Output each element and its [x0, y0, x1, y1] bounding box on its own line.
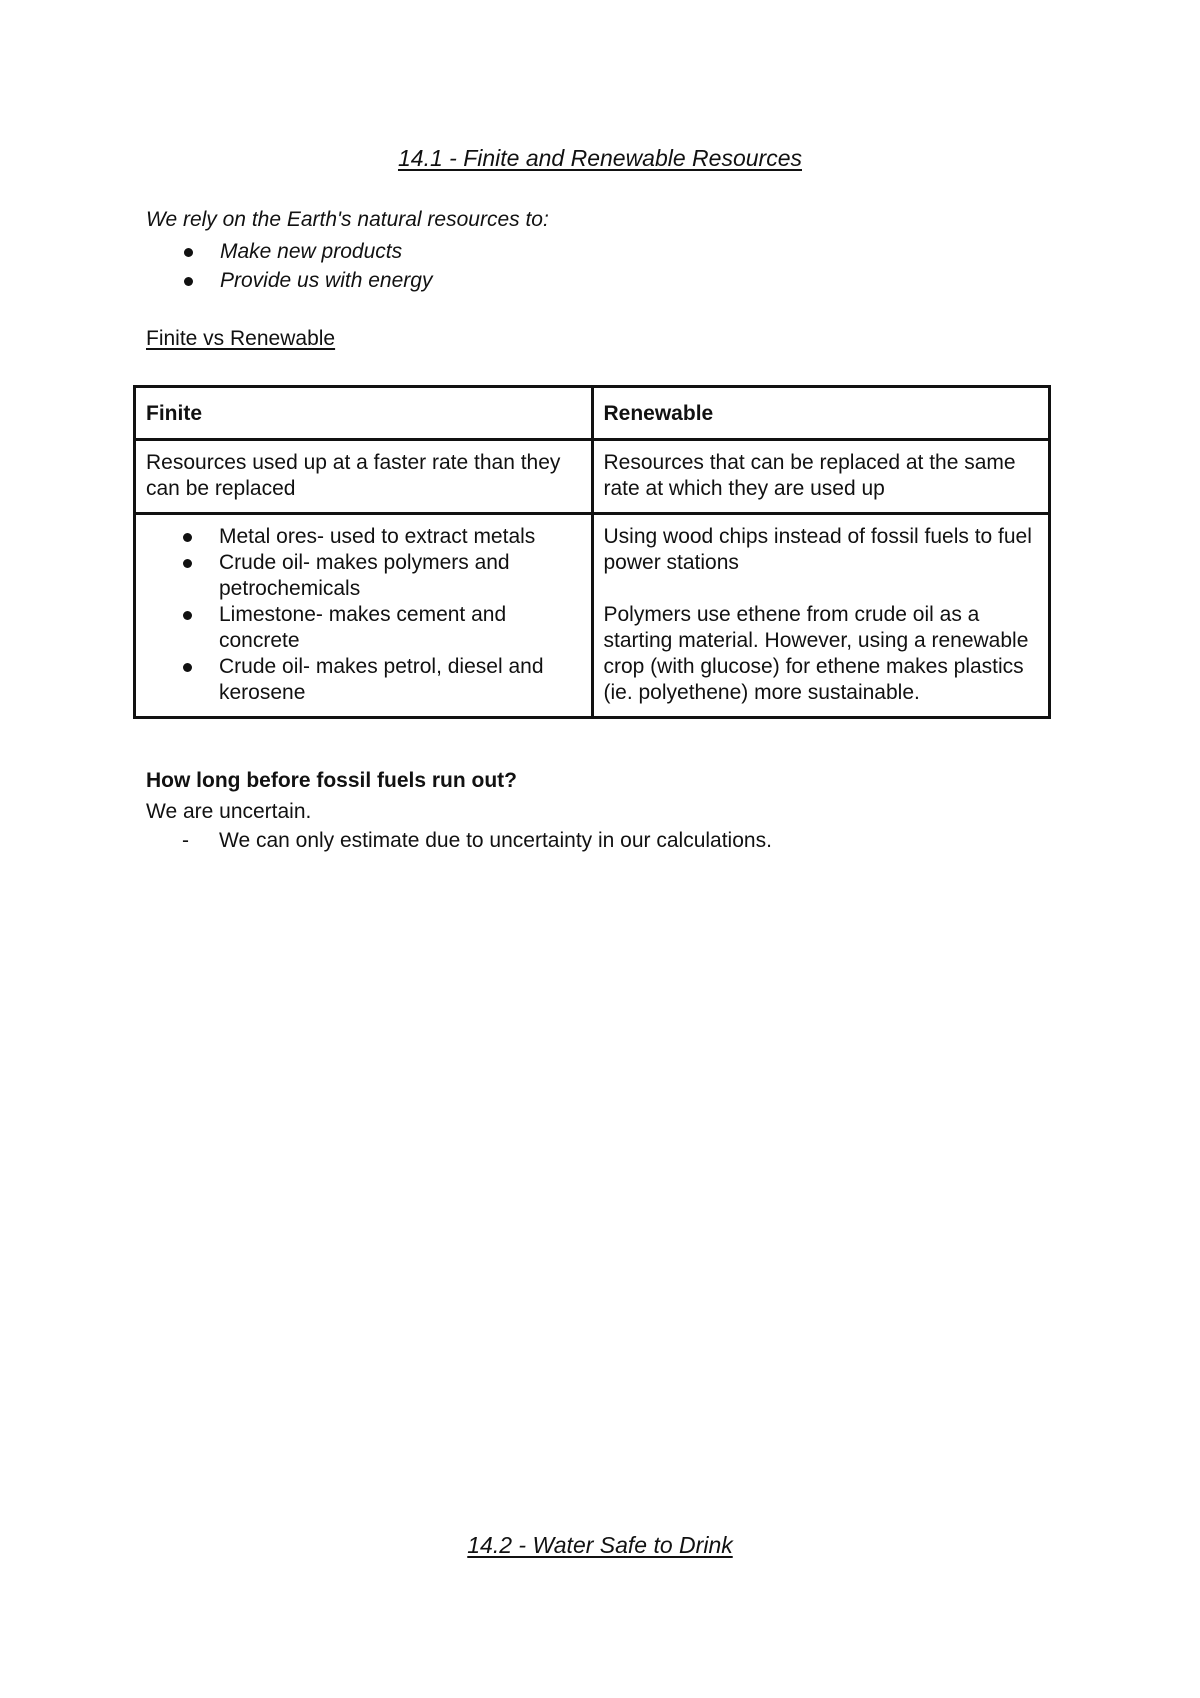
- list-item-text: Make new products: [220, 240, 403, 263]
- bullet-icon: [184, 277, 193, 286]
- list-item-text: Crude oil- makes polymers and petrochemicals: [219, 551, 510, 600]
- bullet-icon: [183, 663, 192, 672]
- list-item: [146, 237, 432, 266]
- table-row: [135, 514, 1050, 718]
- list-item: [146, 602, 581, 654]
- list-item: [146, 266, 432, 295]
- list-item-text: Limestone- makes cement and concrete: [219, 603, 507, 652]
- comparison-table: [133, 385, 1051, 719]
- bullet-icon: [183, 559, 192, 568]
- list-item: [146, 550, 581, 602]
- table-cell: [135, 514, 593, 718]
- table-cell: Resources used up at a faster rate than they can be replaced: [135, 440, 593, 514]
- list-item: [146, 654, 581, 706]
- dash-item-text: We can only estimate due to uncertainty in our calculations.: [219, 829, 772, 852]
- renewable-example-text: Polymers use ethene from crude oil as a starting material. However, using a renewable crop (with glucose) for ethene makes plastics (ie. polyethene) more sustainable.: [603, 603, 1029, 704]
- subheading: Finite vs Renewable: [146, 327, 336, 350]
- bullet-icon: [184, 248, 193, 257]
- table-cell: [592, 514, 1050, 718]
- section-title: 14.2 - Water Safe to Drink: [467, 1532, 733, 1558]
- column-header-finite: Finite: [135, 387, 593, 440]
- intro-text: We rely on the Earth's natural resources to:: [146, 208, 549, 231]
- answer-text: We are uncertain.: [146, 800, 312, 823]
- question-heading: How long before fossil fuels run out?: [146, 769, 517, 792]
- table-row: [135, 440, 1050, 514]
- table-cell: Resources that can be replaced at the same rate at which they are used up: [592, 440, 1050, 514]
- finite-examples-list: [146, 524, 581, 706]
- list-item: [146, 524, 581, 550]
- column-header-renewable: Renewable: [592, 387, 1050, 440]
- bullet-icon: [183, 533, 192, 542]
- list-item-text: Crude oil- makes petrol, diesel and kerosene: [219, 655, 544, 704]
- renewable-example-text: Using wood chips instead of fossil fuels to fuel power stations: [603, 525, 1032, 574]
- paragraph-spacer: [604, 576, 1039, 602]
- bullet-icon: [183, 611, 192, 620]
- dash-marker-icon: -: [182, 829, 189, 852]
- list-item-text: Provide us with energy: [220, 269, 433, 292]
- table-header-row: [135, 387, 1050, 440]
- section-title: 14.1 - Finite and Renewable Resources: [397, 145, 802, 171]
- intro-bullet-list: [146, 237, 432, 295]
- list-item-text: Metal ores- used to extract metals: [219, 525, 536, 548]
